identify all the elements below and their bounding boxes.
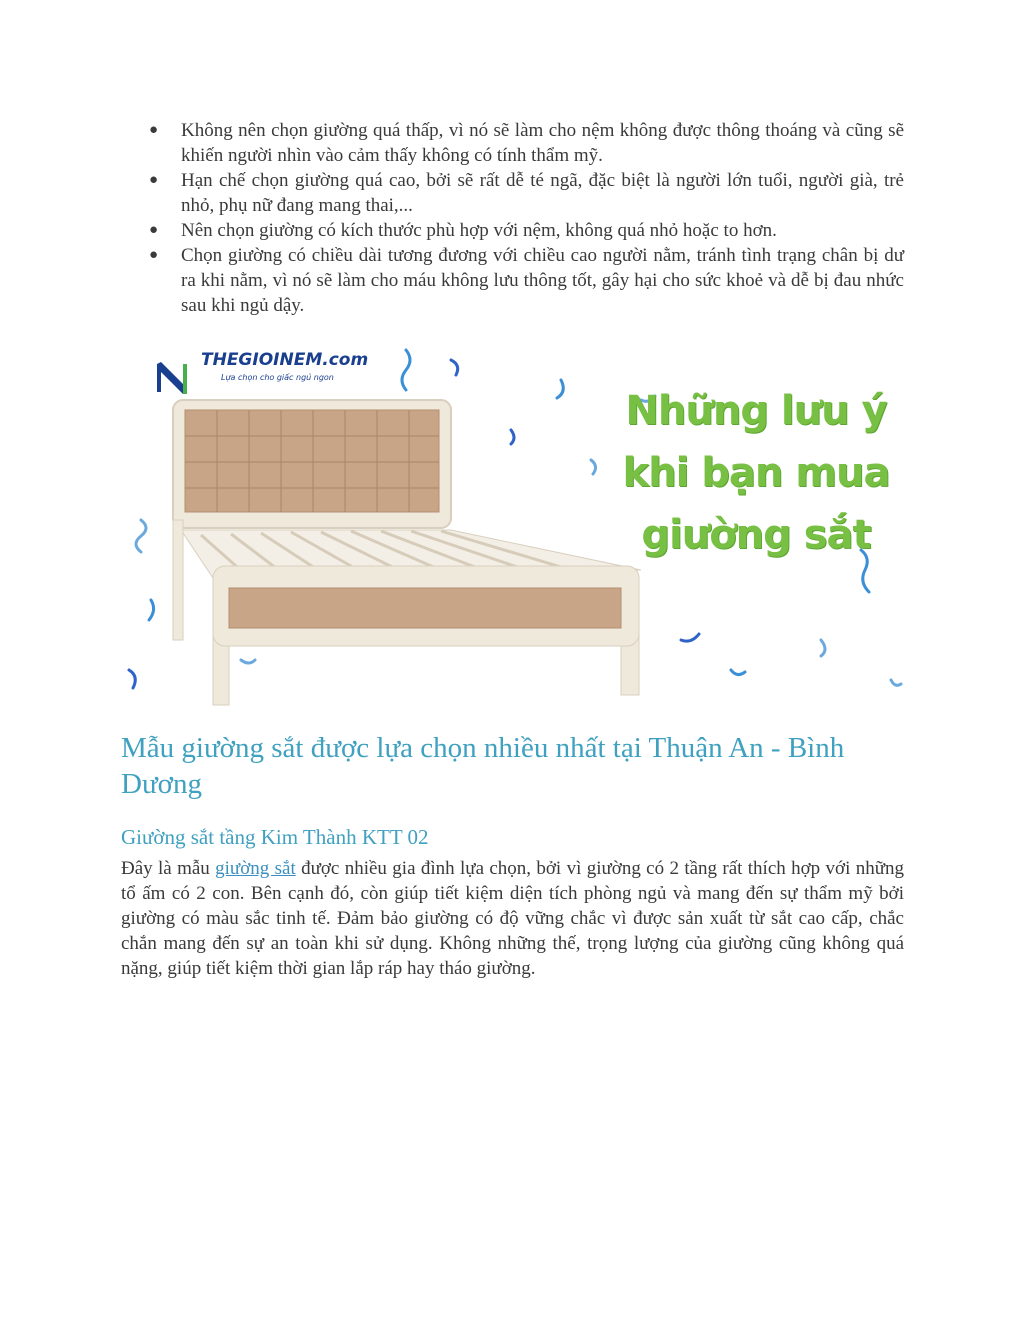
brand-logo: THEGIOINEM.com	[201, 350, 369, 370]
body-text-start: Đây là mẫu	[121, 858, 216, 879]
bed-headboard	[173, 400, 451, 528]
list-item: ● Chọn giường có chiều dài tương đương với chiều cao người nằm, tránh tình trạng chân bị dư ra khi nằm, vì nó sẽ làm cho máu không lưu thông tốt, gây hại cho sức khoẻ và dễ bị đau nhức sau khi ngủ dậy.	[149, 245, 904, 316]
brand-logo-icon	[157, 362, 187, 394]
body-text-rest: được nhiều gia đình lựa chọn, bởi vì giường có 2 tầng rất thích hợp với những tổ ấm có 2 con. Bên cạnh đó, còn giúp tiết kiệm diện tích phòng ngủ và mang đến sự thẩm mỹ bởi giường có màu sắc tinh tế. Đảm bảo giường có độ vững chắc vì được sản xuất từ sắt cao cấp, chắc chắn mang đến sự an toàn khi sử dụng. Không những thế, trọng lượng của giường cũng không quá nặng, giúp tiết kiệm thời gian lắp ráp hay tháo giường.	[121, 858, 905, 979]
giuong-sat-link[interactable]: giường sắt	[215, 858, 296, 879]
list-item: ● Nên chọn giường có kích thước phù hợp với nệm, không quá nhỏ hoặc to hơn.	[149, 220, 777, 241]
tips-list	[121, 118, 904, 318]
body-paragraph	[121, 856, 904, 981]
hero-image	[121, 340, 904, 710]
bullet-icon: ●	[149, 222, 159, 238]
list-item: ● Hạn chế chọn giường quá cao, bởi sẽ rất dễ té ngã, đặc biệt là người lớn tuổi, người già, trẻ nhỏ, phụ nữ đang mang thai,...	[149, 170, 904, 216]
bed-footboard-panel	[229, 588, 621, 628]
section-title: Mẫu giường sắt được lựa chọn nhiều nhất tại Thuận An - Bình Dương	[121, 732, 845, 800]
bullet-icon: ●	[149, 172, 159, 188]
bullet-icon: ●	[149, 247, 159, 263]
brand-tagline: Lựa chọn cho giấc ngủ ngon	[221, 373, 334, 382]
document-page	[121, 118, 905, 979]
hero-title: Những lưu ý khi bạn mua giường sắt	[622, 388, 890, 558]
list-item: ● Không nên chọn giường quá thấp, vì nó sẽ làm cho nệm không được thông thoáng và cũng sẽ khiến người nhìn vào cảm thấy không có tính thẩm mỹ.	[149, 120, 904, 166]
bullet-icon: ●	[149, 122, 159, 138]
subsection-title: Giường sắt tầng Kim Thành KTT 02	[121, 825, 429, 849]
